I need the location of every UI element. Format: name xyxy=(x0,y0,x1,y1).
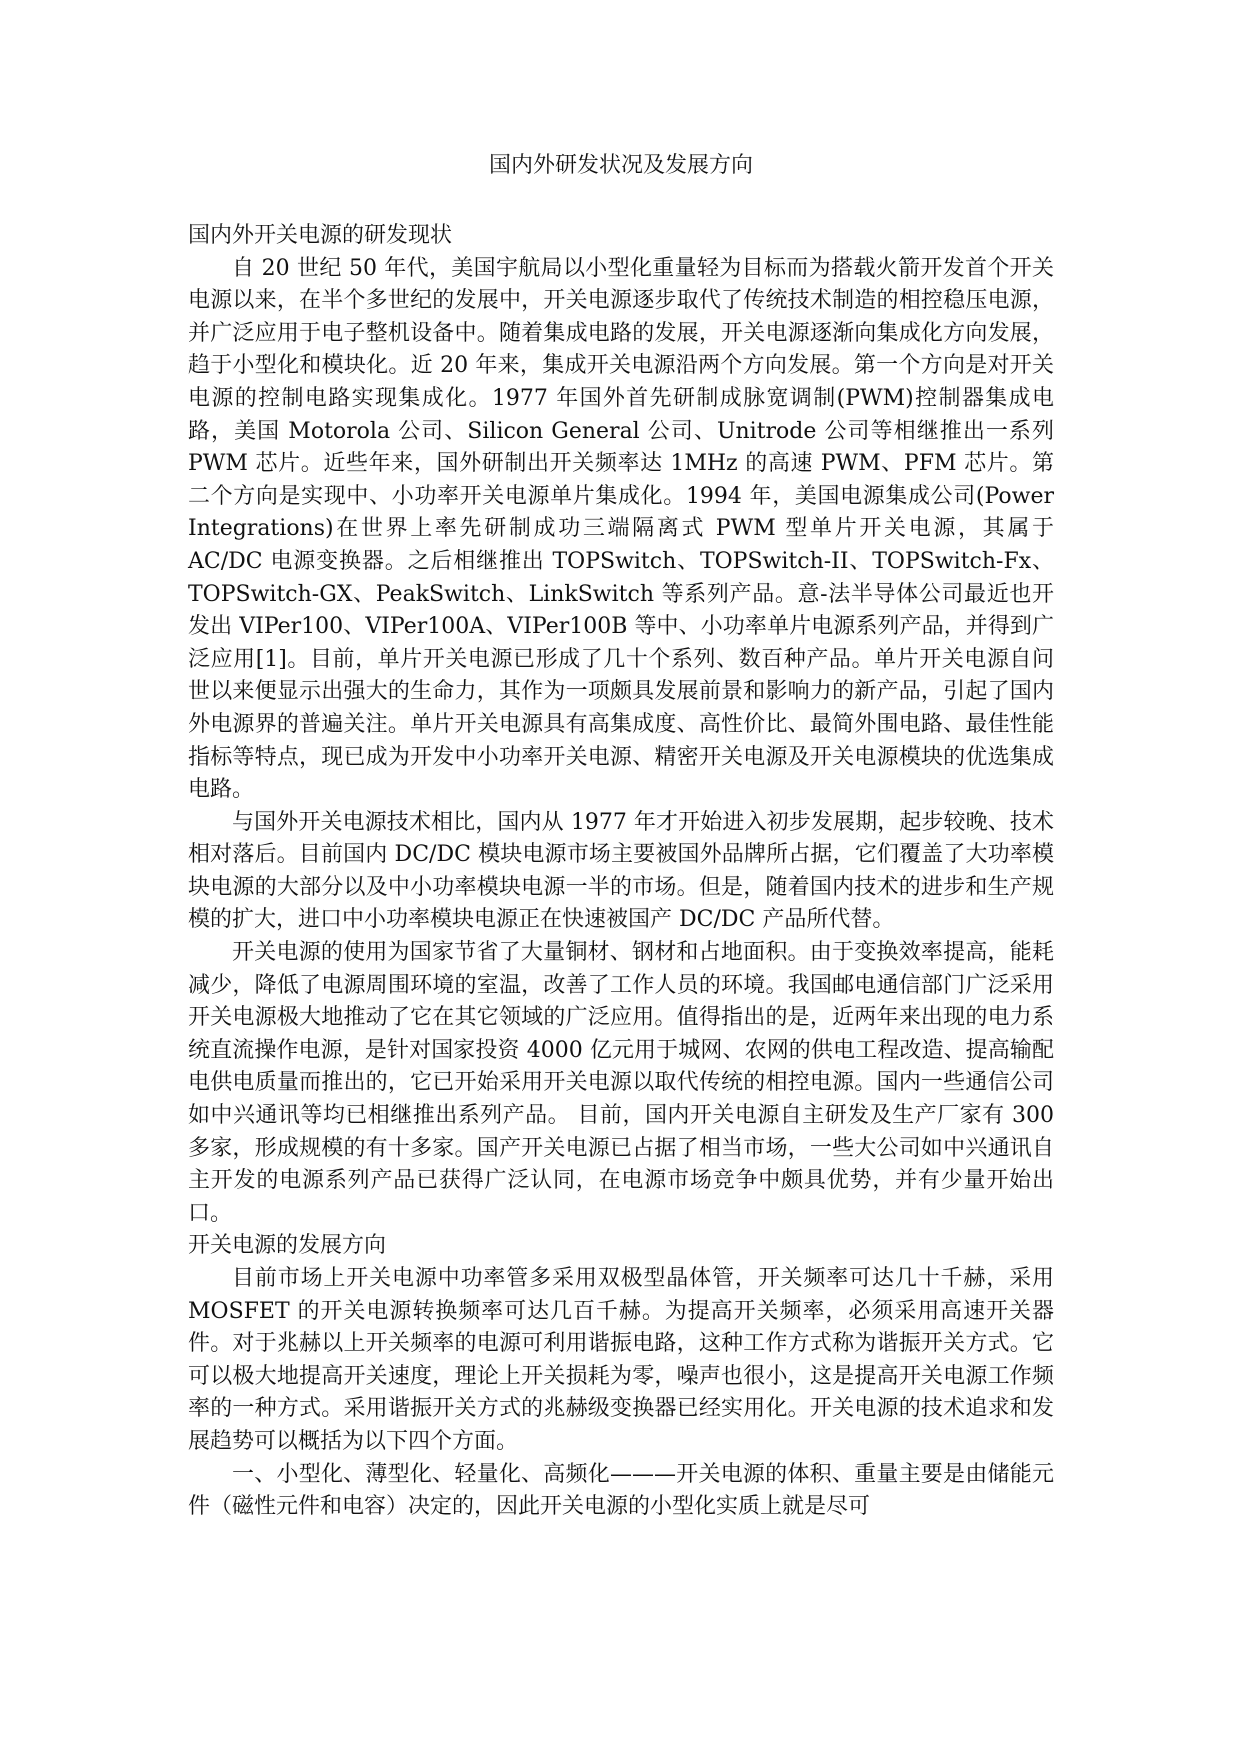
paragraph: 目前市场上开关电源中功率管多采用双极型晶体管，开关频率可达几十千赫，采用 MOSFET 的开关电源转换频率可达几百千赫。为提高开关频率，必须采用高速开关器件。对于兆赫以上开关频率的电源可利用谐振电路，这种工作方式称为谐振开关方式。它可以极大地提高开关速度，理论上开关损耗为零，噪声也很小，这是提高开关电源工作频率的一种方式。采用谐振开关方式的兆赫级变换器已经实用化。开关电源的技术追求和发展趋势可以概括为以下四个方面。 xyxy=(188,1266,1054,1454)
document-page xyxy=(188,0,1054,1754)
paragraph: 一、小型化、薄型化、轻量化、高频化———开关电源的体积、重量主要是由储能元件（磁性元件和电容）决定的，因此开关电源的小型化实质上就是尽可 xyxy=(188,1461,1054,1520)
section-heading-research-status: 国内外开关电源的研发现状 xyxy=(188,223,453,248)
section-heading-development-direction: 开关电源的发展方向 xyxy=(188,1233,387,1259)
paragraph: 开关电源的使用为国家节省了大量铜材、钢材和占地面积。由于变换效率提高，能耗减少，降低了电源周围环境的室温，改善了工作人员的环境。我国邮电通信部门广泛采用开关电源极大地推动了它在其它领域的广泛应用。值得指出的是，近两年来出现的电力系统直流操作电源，是针对国家投资 4000 亿元用于城网、农网的供电工程改造、提高输配电供电质量而推出的，它已开始采用开关电源以取代传统的相控电源。国内一些通信公司如中兴通讯等均已相继推出系列产品。 目前，国内开关电源自主研发及生产厂家有 300 多家，形成规模的有十多家。国产开关电源已占据了相当市场，一些大公司如中兴通讯自主开发的电源系列产品已获得广泛认同，在电源市场竞争中颇具优势，并有少量开始出口。 xyxy=(188,940,1054,1226)
paragraph: 与国外开关电源技术相比，国内从 1977 年才开始进入初步发展期，起步较晚、技术相对落后。目前国内 DC/DC 模块电源市场主要被国外品牌所占据，它们覆盖了大功率模块电源的大部分以及中小功率模块电源一半的市场。但是，随着国内技术的进步和生产规模的扩大，进口中小功率模块电源正在快速被国产 DC/DC 产品所代替。 xyxy=(188,809,1054,933)
document-body xyxy=(188,220,1054,1524)
document-title: 国内外研发状况及发展方向 xyxy=(488,153,753,178)
paragraph: 自 20 世纪 50 年代，美国宇航局以小型化重量轻为目标而为搭载火箭开发首个开关电源以来，在半个多世纪的发展中，开关电源逐步取代了传统技术制造的相控稳压电源，并广泛应用于电子整机设备中。随着集成电路的发展，开关电源逐渐向集成化方向发展，趋于小型化和模块化。近 20 年来，集成开关电源沿两个方向发展。第一个方向是对开关电源的控制电路实现集成化。1977 年国外首先研制成脉宽调制(PWM)控制器集成电路，美国 Motorola 公司、Silicon General 公司、Unitrode 公司等相继推出一系列 PWM 芯片。近些年来，国外研制出开关频率达 1MHz 的高速 PWM、PFM 芯片。第二个方向是实现中、小功率开关电源单片集成化。1994 年，美国电源集成公司(Power Integrations)在世界上率先研制成功三端隔离式 PWM 型单片开关电源，其属于 AC/DC 电源变换器。之后相继推出 TOPSwitch、TOPSwitch-II、TOPSwitch-Fx、TOPSwitch-GX、PeakSwitch、LinkSwitch 等系列产品。意-法半导体公司最近也开发出 VIPer100、VIPer100A、VIPer100B 等中、小功率单片电源系列产品，并得到广泛应用[1]。目前，单片开关电源已形成了几十个系列、数百种产品。单片开关电源自问世以来便显示出强大的生命力，其作为一项颇具发展前景和影响力的新产品，引起了国内外电源界的普遍关注。单片开关电源具有高集成度、高性价比、最简外围电路、最佳性能指标等特点，现已成为开发中小功率开关电源、精密开关电源及开关电源模块的优选集成电路。 xyxy=(188,255,1054,803)
